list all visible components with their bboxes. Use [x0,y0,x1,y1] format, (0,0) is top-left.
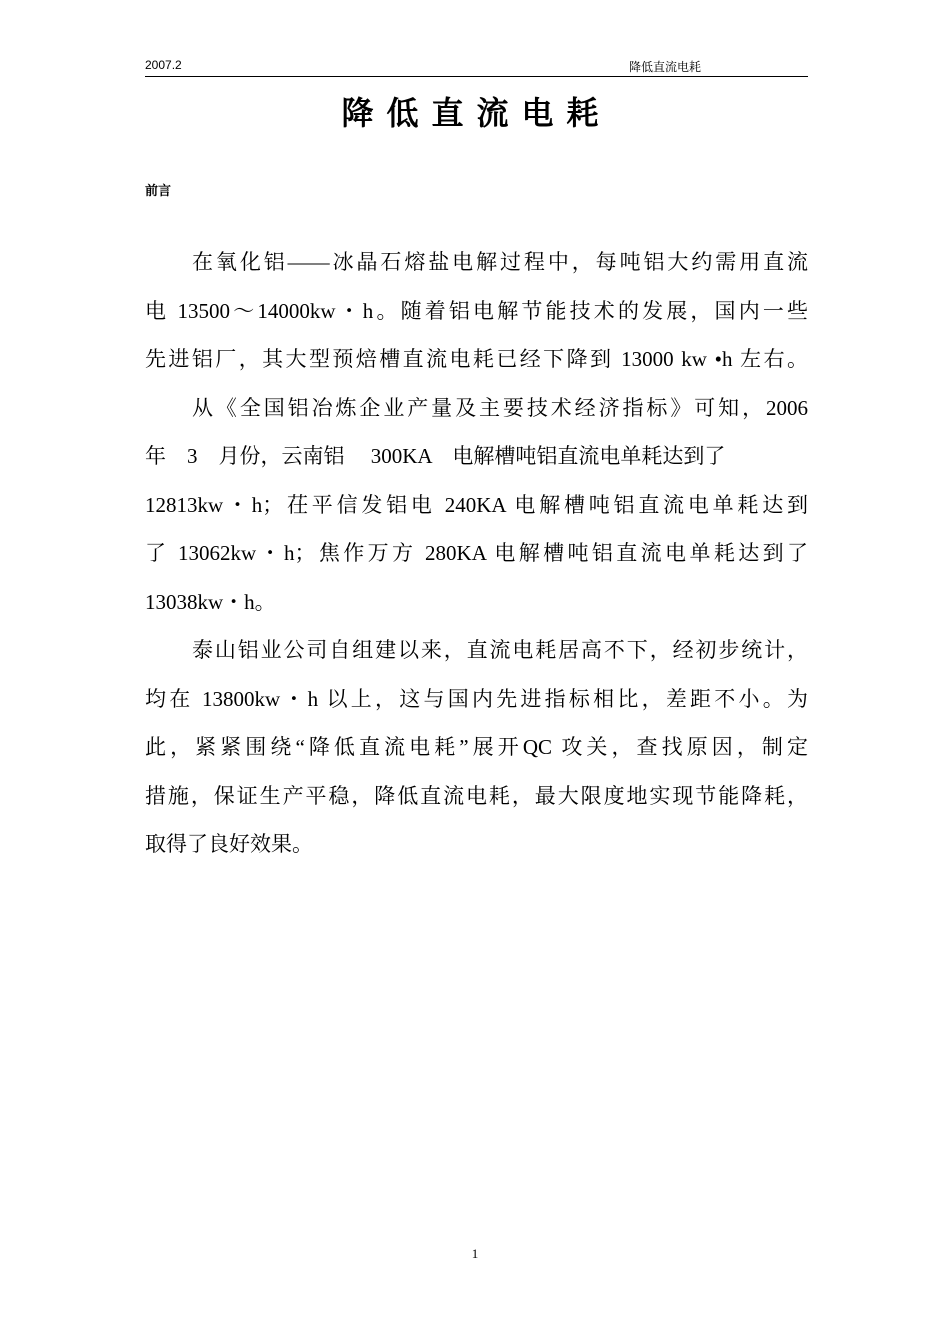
paragraph-line: 此，紧紧围绕“降低直流电耗”展开QC 攻关，查找原因，制定 [145,735,808,759]
paragraph-line: 12813kw・h；茌平信发铝电 240KA 电解槽吨铝直流电单耗达到 [145,492,808,517]
document-title: 降低直流电耗 [341,94,612,132]
paragraph-line: 措施，保证生产平稳，降低直流电耗，最大限度地实现节能降耗， [145,783,808,808]
paragraph-line: 13038kw・h。 [145,589,276,614]
paragraph-line: 年 3 月份，云南铝 300KA 电解槽吨铝直流电单耗达到了 [145,444,726,468]
paragraph-line: 在氧化铝——冰晶石熔盐电解过程中，每吨铝大约需用直流 [192,250,808,274]
page-number: 1 [471,1246,479,1261]
paragraph-3 [145,626,808,869]
paragraph-line: 了 13062kw・h；焦作万方 280KA 电解槽吨铝直流电单耗达到了 [145,541,808,565]
paragraph-line: 从《全国铝冶炼企业产量及主要技术经济指标》可知，2006 [192,395,808,420]
body-text [145,238,808,869]
paragraph-line: 取得了良好效果。 [145,832,313,856]
section-heading-preface: 前言 [145,184,172,199]
header-date: 2007.2 [145,58,182,72]
paragraph-line: 泰山铝业公司自组建以来，直流电耗居高不下，经初步统计， [192,638,808,662]
paragraph-line: 均在 13800kw・h 以上，这与国内先进指标相比，差距不小。为 [145,686,808,711]
page-header [145,56,808,77]
header-running-title: 降低直流电耗 [629,60,702,74]
paragraph-line: 电 13500～14000kw・h。随着铝电解节能技术的发展，国内一些 [145,298,808,323]
paragraph-1 [145,238,808,384]
paragraph-line: 先进铝厂，其大型预焙槽直流电耗已经下降到 13000 kw •h 左右。 [145,347,808,371]
paragraph-2 [145,384,808,627]
